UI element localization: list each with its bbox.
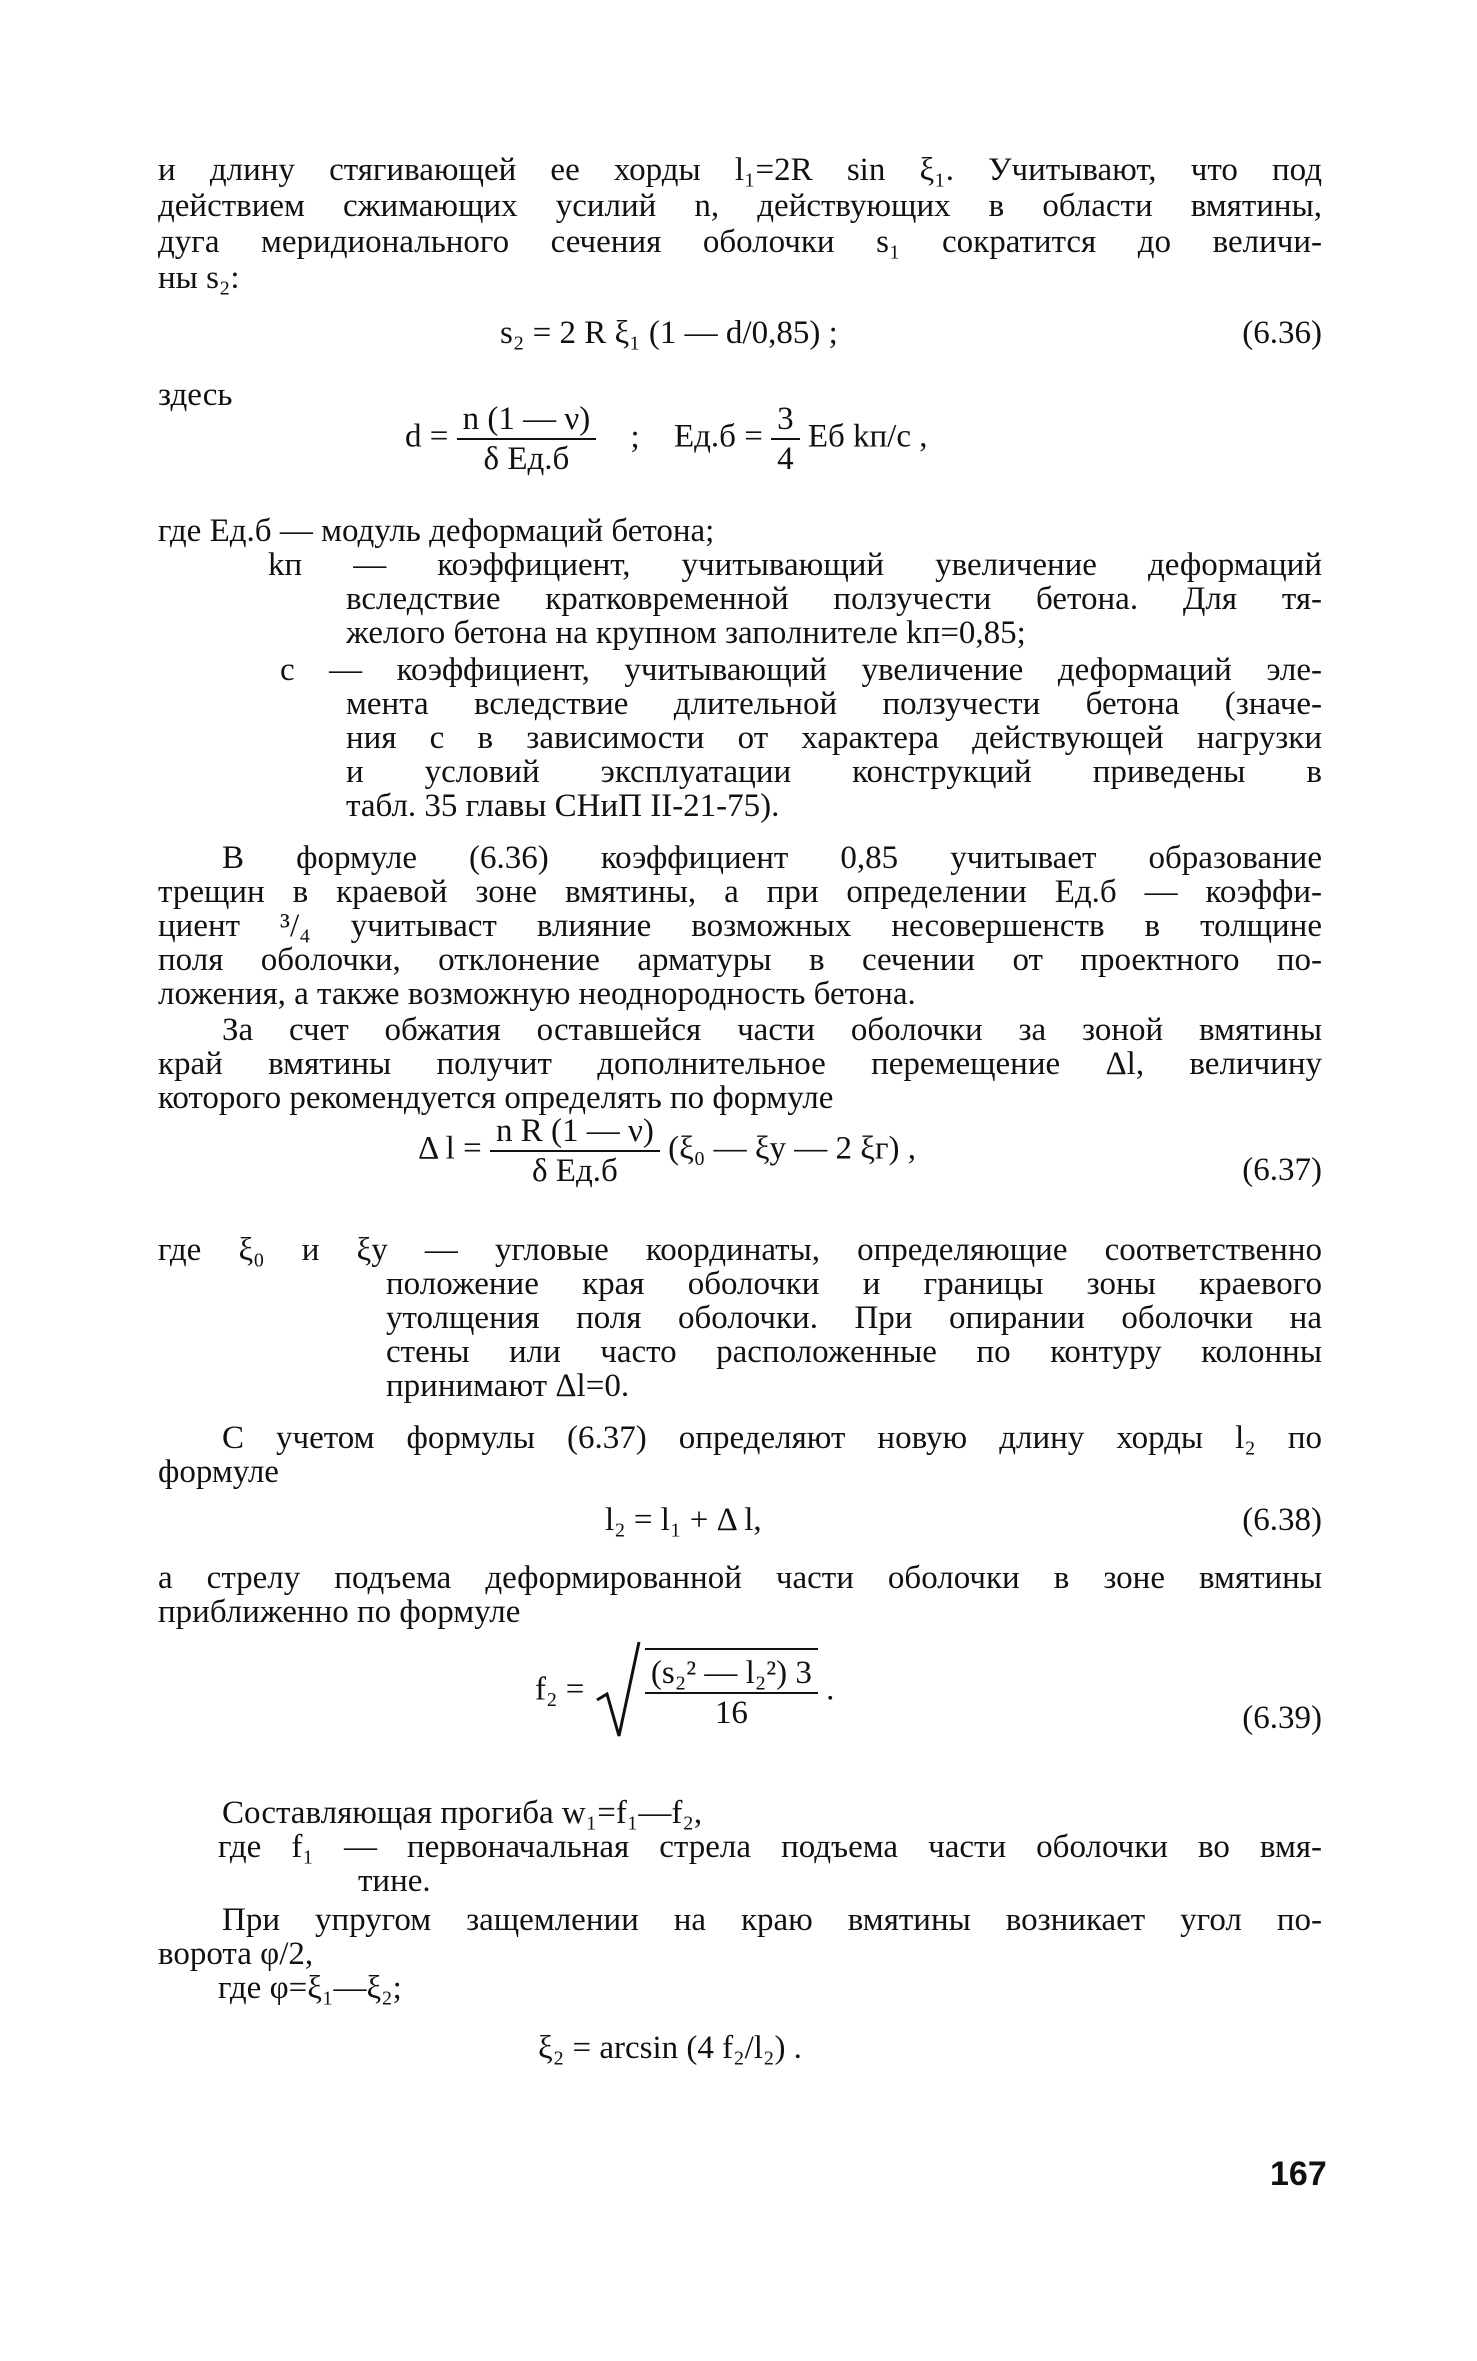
text-line: и условий эксплуатации конструкций приведены в xyxy=(346,754,1322,790)
square-root xyxy=(593,1640,818,1740)
text-line: дуга меридионального сечения оболочки s₁ сократится до величи- xyxy=(158,224,1322,260)
text-line: ворота φ/2, xyxy=(158,1936,314,1972)
text-line: С учетом формулы (6.37) определяют новую длину хорды l₂ по xyxy=(222,1420,1322,1456)
text-line: ния c в зависимости от характера действующей нагрузки xyxy=(346,720,1322,756)
fraction xyxy=(490,1112,660,1190)
fraction-denominator: δ Eд.б xyxy=(532,1153,618,1189)
text-line: а стрелу подъема деформированной части оболочки в зоне вмятины xyxy=(158,1560,1322,1596)
text-line: При упругом защемлении на краю вмятины возникает угол по- xyxy=(222,1902,1322,1938)
formula-lhs: f₂ = xyxy=(535,1671,585,1708)
text-line: здесь xyxy=(158,377,233,413)
text-line: kп — коэффициент, учитывающий увеличение деформаций xyxy=(268,547,1322,583)
equation-6-38: l₂ = l₁ + Δ l, xyxy=(605,1502,762,1538)
text-line: c — коэффициент, учитывающий увеличение деформаций эле- xyxy=(280,652,1322,688)
fraction-denominator: 4 xyxy=(777,441,794,477)
text-line: где φ=ξ₁—ξ₂; xyxy=(218,1970,402,2006)
equation-number: (6.39) xyxy=(1242,1700,1322,1736)
text-line: За счет обжатия оставшейся части оболочки за зоной вмятины xyxy=(222,1012,1322,1048)
text-line: тине. xyxy=(358,1863,431,1899)
equation-6-37 xyxy=(418,1112,916,1190)
text-line: трещин в краевой зоне вмятины, а при определении Eд.б — коэффи- xyxy=(158,874,1322,910)
text-line: табл. 35 главы СНиП II-21-75). xyxy=(346,788,780,824)
equation-number: (6.37) xyxy=(1242,1152,1322,1188)
fraction-d xyxy=(457,400,597,478)
fraction-numerator: n R (1 — ν) xyxy=(490,1112,660,1152)
equation-number: (6.36) xyxy=(1242,315,1322,351)
text-line: положение края оболочки и границы зоны краевого xyxy=(386,1266,1322,1302)
equation-number: (6.38) xyxy=(1242,1502,1322,1538)
text-line: край вмятины получит дополнительное перемещение Δl, величину xyxy=(158,1046,1322,1082)
fraction xyxy=(645,1648,818,1732)
text-line: которого рекомендуется определять по формуле xyxy=(158,1080,834,1116)
fraction-denominator: 16 xyxy=(714,1695,748,1731)
text-line: где Eд.б — модуль деформаций бетона; xyxy=(158,513,715,549)
text-line: утолщения поля оболочки. При опирании оболочки на xyxy=(386,1300,1322,1336)
text-line: циент ³/₄ учитываст влияние возможных несовершенств в толщине xyxy=(158,908,1322,944)
text-line: ложения, а также возможную неоднородность бетона. xyxy=(158,976,916,1012)
text-line: Составляющая прогиба w₁=f₁—f₂, xyxy=(222,1795,703,1831)
fraction-numerator: n (1 — ν) xyxy=(457,400,597,440)
text-line: приближенно по формуле xyxy=(158,1594,521,1630)
text-line: где f₁ — первоначальная стрела подъема части оболочки во вмя- xyxy=(218,1829,1322,1865)
radical-sign-icon xyxy=(593,1640,641,1740)
definition-formulas xyxy=(405,400,928,478)
formula-rhs: (ξ₀ — ξу — 2 ξг) , xyxy=(668,1130,917,1167)
text-line: вследствие кратковременной ползучести бетона. Для тя- xyxy=(346,581,1322,617)
equation-6-39 xyxy=(535,1640,834,1740)
text-line: где ξ₀ и ξу — угловые координаты, определяющие соответственно xyxy=(158,1232,1322,1268)
text-line: желого бетона на крупном заполнителе kп=0,85; xyxy=(346,615,1026,651)
formula-period: . xyxy=(826,1671,835,1708)
formula-separator: ; xyxy=(630,418,640,455)
equation-6-36: s₂ = 2 R ξ₁ (1 — d/0,85) ; xyxy=(500,315,838,351)
formula-lhs: Δ l = xyxy=(418,1130,482,1167)
text-line: ны s₂: xyxy=(158,260,240,296)
text-line: принимают Δl=0. xyxy=(386,1368,630,1404)
fraction-denominator: δ Eд.б xyxy=(483,441,570,477)
text-line: В формуле (6.36) коэффициент 0,85 учитывает образование xyxy=(222,840,1322,876)
equation-xi2: ξ₂ = arcsin (4 f₂/l₂) . xyxy=(538,2030,802,2066)
formula-d-lhs: d = xyxy=(405,418,449,455)
text-line: поля оболочки, отклонение арматуры в сечении от проектного по- xyxy=(158,942,1322,978)
text-line: и длину стягивающей ее хорды l₁=2R sin ξ₁. Учитывают, что под xyxy=(158,152,1322,188)
text-line: формуле xyxy=(158,1454,279,1490)
text-line: действием сжимающих усилий n, действующих в области вмятины, xyxy=(158,188,1322,224)
text-line: стены или часто расположенные по контуру колонны xyxy=(386,1334,1322,1370)
page-number: 167 xyxy=(1270,2155,1327,2193)
fraction-three-quarters xyxy=(771,400,800,478)
formula-e-rhs: Eб kп/c , xyxy=(807,418,928,455)
fraction-numerator: 3 xyxy=(771,400,800,440)
fraction-numerator: (s₂² — l₂²) 3 xyxy=(645,1654,818,1694)
formula-e-lhs: Eд.б = xyxy=(673,418,763,455)
text-line: мента вследствие длительной ползучести бетона (значе- xyxy=(346,686,1322,722)
